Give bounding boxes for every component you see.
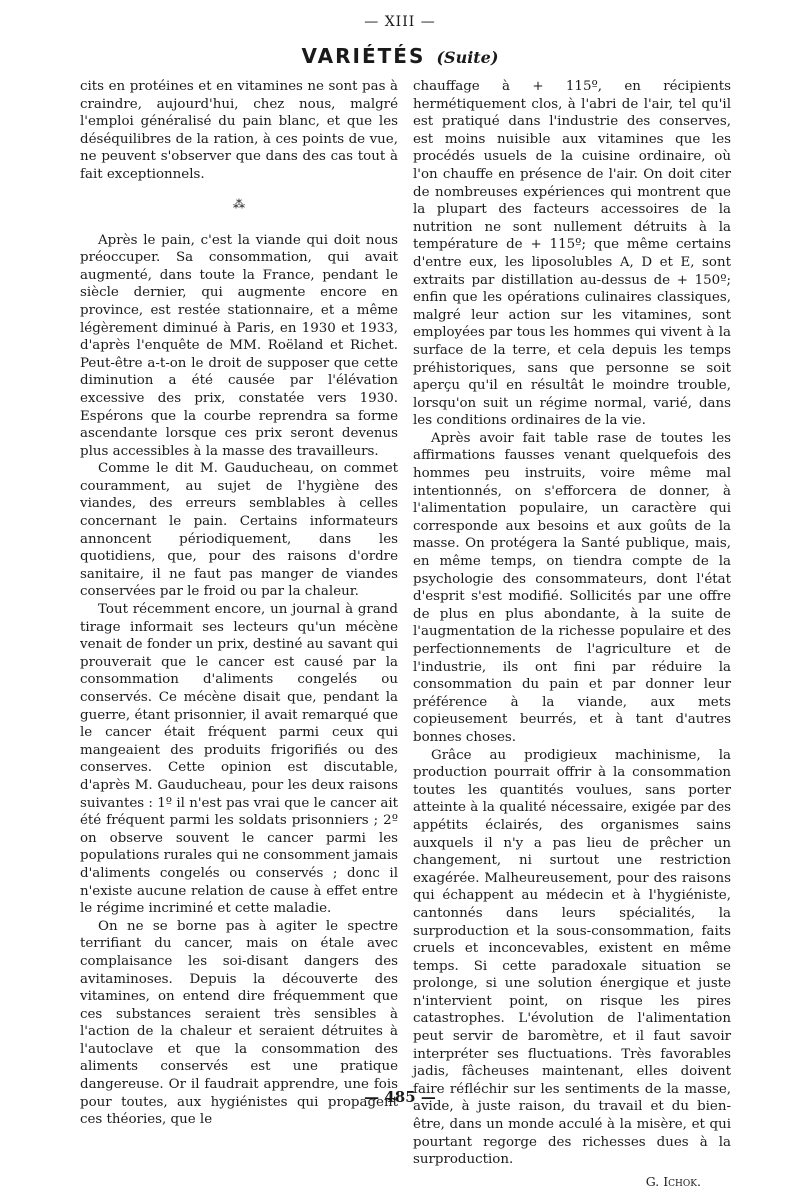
right-paragraph-3: Grâce au prodigieux machinisme, la production pourrait offrir à la consommation toutes les quantités voulues, sans porter atteinte à la qualité nécessaire, exigée par des appétits éclairés, des organismes sains auxquels il n'y a pas lieu de prêcher un changement, ni surtout une restriction exagérée. Malheureusement, pour des raisons qui échappent au médecin et à l'hygiéniste, cantonnés dans leurs spécialités, la surproduction et la sous-consommation, faits cruels et inconcevables, existent en même temps. Si cette paradoxale situation se prolonge, si une solution énergique et juste n'intervient point, on risque les pires catastrophes. L'évolution de l'alimentation peut servir de baromètre, et il faut savoir interpréter ses fluctuations. Très favorables jadis, fâcheuses maintenant, elles doivent faire réfléchir sur les sentiments de la masse, avide, à juste raison, du travail et du bien-être, dans un monde acculé à la misère, et qui pourtant regorge des richesses dues à la surproduction. [413,747,731,1168]
section-title: VARIÉTÉS [301,44,426,68]
left-paragraph-4: Tout récemment encore, un journal à grand tirage informait ses lecteurs qu'un mécène venait de fonder un prix, destiné au savant qui prouverait que le cancer est causé par la consommation d'aliments congelés ou conservés. Ce mécène disait que, pendant la guerre, étant prisonnier, il avait remarqué que le cancer était fréquent parmi ceux qui mangeaient des produits frigorifiés ou des conserves. Cette opinion est discutable, d'après M. Gauducheau, pour les deux raisons suivantes : 1º il n'est pas vrai que le cancer ait été fréquent parmi les soldats prisonniers ; 2º on observe souvent le cancer parmi les populations rurales qui ne consomment jamais d'aliments congelés ou conservés ; donc il n'existe aucune relation de cause à effet entre le régime incriminé et cette maladie. [80,602,398,917]
left-paragraph-1: cits en protéines et en vitamines ne sont pas à craindre, aujourd'hui, chez nous, malgré l'emploi généralisé du pain blanc, et que les déséquilibres de la ration, à ces points de vue, ne peuvent s'observer que dans des cas tout à fait exceptionnels. [80,79,398,182]
right-paragraph-1: chauffage à + 115º, en récipients hermétiquement clos, à l'abri de l'air, tel qu'il est pratiqué dans l'industrie des conserves, est moins nuisible aux vitamines que les procédés usuels de la cuisine ordinaire, où l'on chauffe en présence de l'air. On doit citer de nombreuses expériences qui montrent que la plupart des facteurs accessoires de la nutrition ne sont nullement détruits à la température de + 115º; que même certains d'entre eux, les liposolubles A, D et E, sont extraits par distillation au-dessus de + 150º; enfin que les opérations culinaires classiques, malgré leur action sur les vitamines, sont employées par tous les hommes qui vivent à la surface de la terre, et cela depuis les temps préhistoriques, sans que personne se soit aperçu qu'il en résultât le moindre trouble, lorsqu'on suit un régime normal, varié, dans les conditions ordinaires de la vie. [413,79,731,429]
left-paragraph-5: On ne se borne pas à agiter le spectre terrifiant du cancer, mais on étale avec complaisance les soi-disant dangers des avitaminoses. Depuis la découverte des vitamines, on entend dire fréquemment que ces substances seraient très sensibles à l'action de la chaleur et seraient détruites à l'autoclave et que la consommation des aliments conservés est une pratique dangereuse. Or il faudrait apprendre, une fois pour toutes, aux hygiénistes qui propagent ces théories, que le [80,918,398,1128]
section-header [0,44,800,68]
section-separator: ⁂ [233,196,245,211]
roman-page-number: — XIII — [364,14,436,30]
right-paragraph-2: Après avoir fait table rase de toutes les affirmations fausses venant quelquefois des hommes peu instruits, voire même mal intentionnés, on s'efforcera de donner, à l'alimentation populaire, un caractère qui corresponde aux besoins et aux goûts de la masse. On protégera la Santé publique, mais, en même temps, on tiendra compte de la psychologie des consommateurs, dont l'état d'esprit s'est modifié. Sollicités par une offre de plus en plus abondante, à la suite de l'augmentation de la richesse populaire et des perfectionnements de l'agriculture et de l'industrie, ils ont fini par réduire la consommation du pain et par donner leur préférence à la viande, aux mets copieusement beurrés, et à tant d'autres bonnes choses. [413,430,731,745]
section-subtitle: (Suite) [436,48,499,67]
left-column [80,78,398,1129]
author-signature: G. Ichok. [645,1173,701,1189]
right-column [413,78,731,1190]
left-paragraph-3: Comme le dit M. Gauducheau, on commet couramment, au sujet de l'hygiène des viandes, des erreurs semblables à celles concernant le pain. Certains informateurs annoncent périodiquement, dans les quotidiens, que, pour des raisons d'ordre sanitaire, il ne faut pas manger de viandes conservées par le froid ou par la chaleur. [80,461,398,600]
page-number: — 485 — [364,1088,436,1106]
left-paragraph-2: Après le pain, c'est la viande qui doit nous préoccuper. Sa consommation, qui avait augmenté, dans toute la France, pendant le siècle dernier, qui augmente encore en province, est restée stationnaire, et a même légèrement diminué à Paris, en 1930 et 1933, d'après l'enquête de MM. Roëland et Richet. Peut-être a-t-on le droit de supposer que cette diminution a été causée par l'élévation excessive des prix, constatée vers 1930. Espérons que la courbe reprendra sa forme ascendante lorsque ces prix seront devenus plus accessibles à la masse des travailleurs. [80,232,398,459]
